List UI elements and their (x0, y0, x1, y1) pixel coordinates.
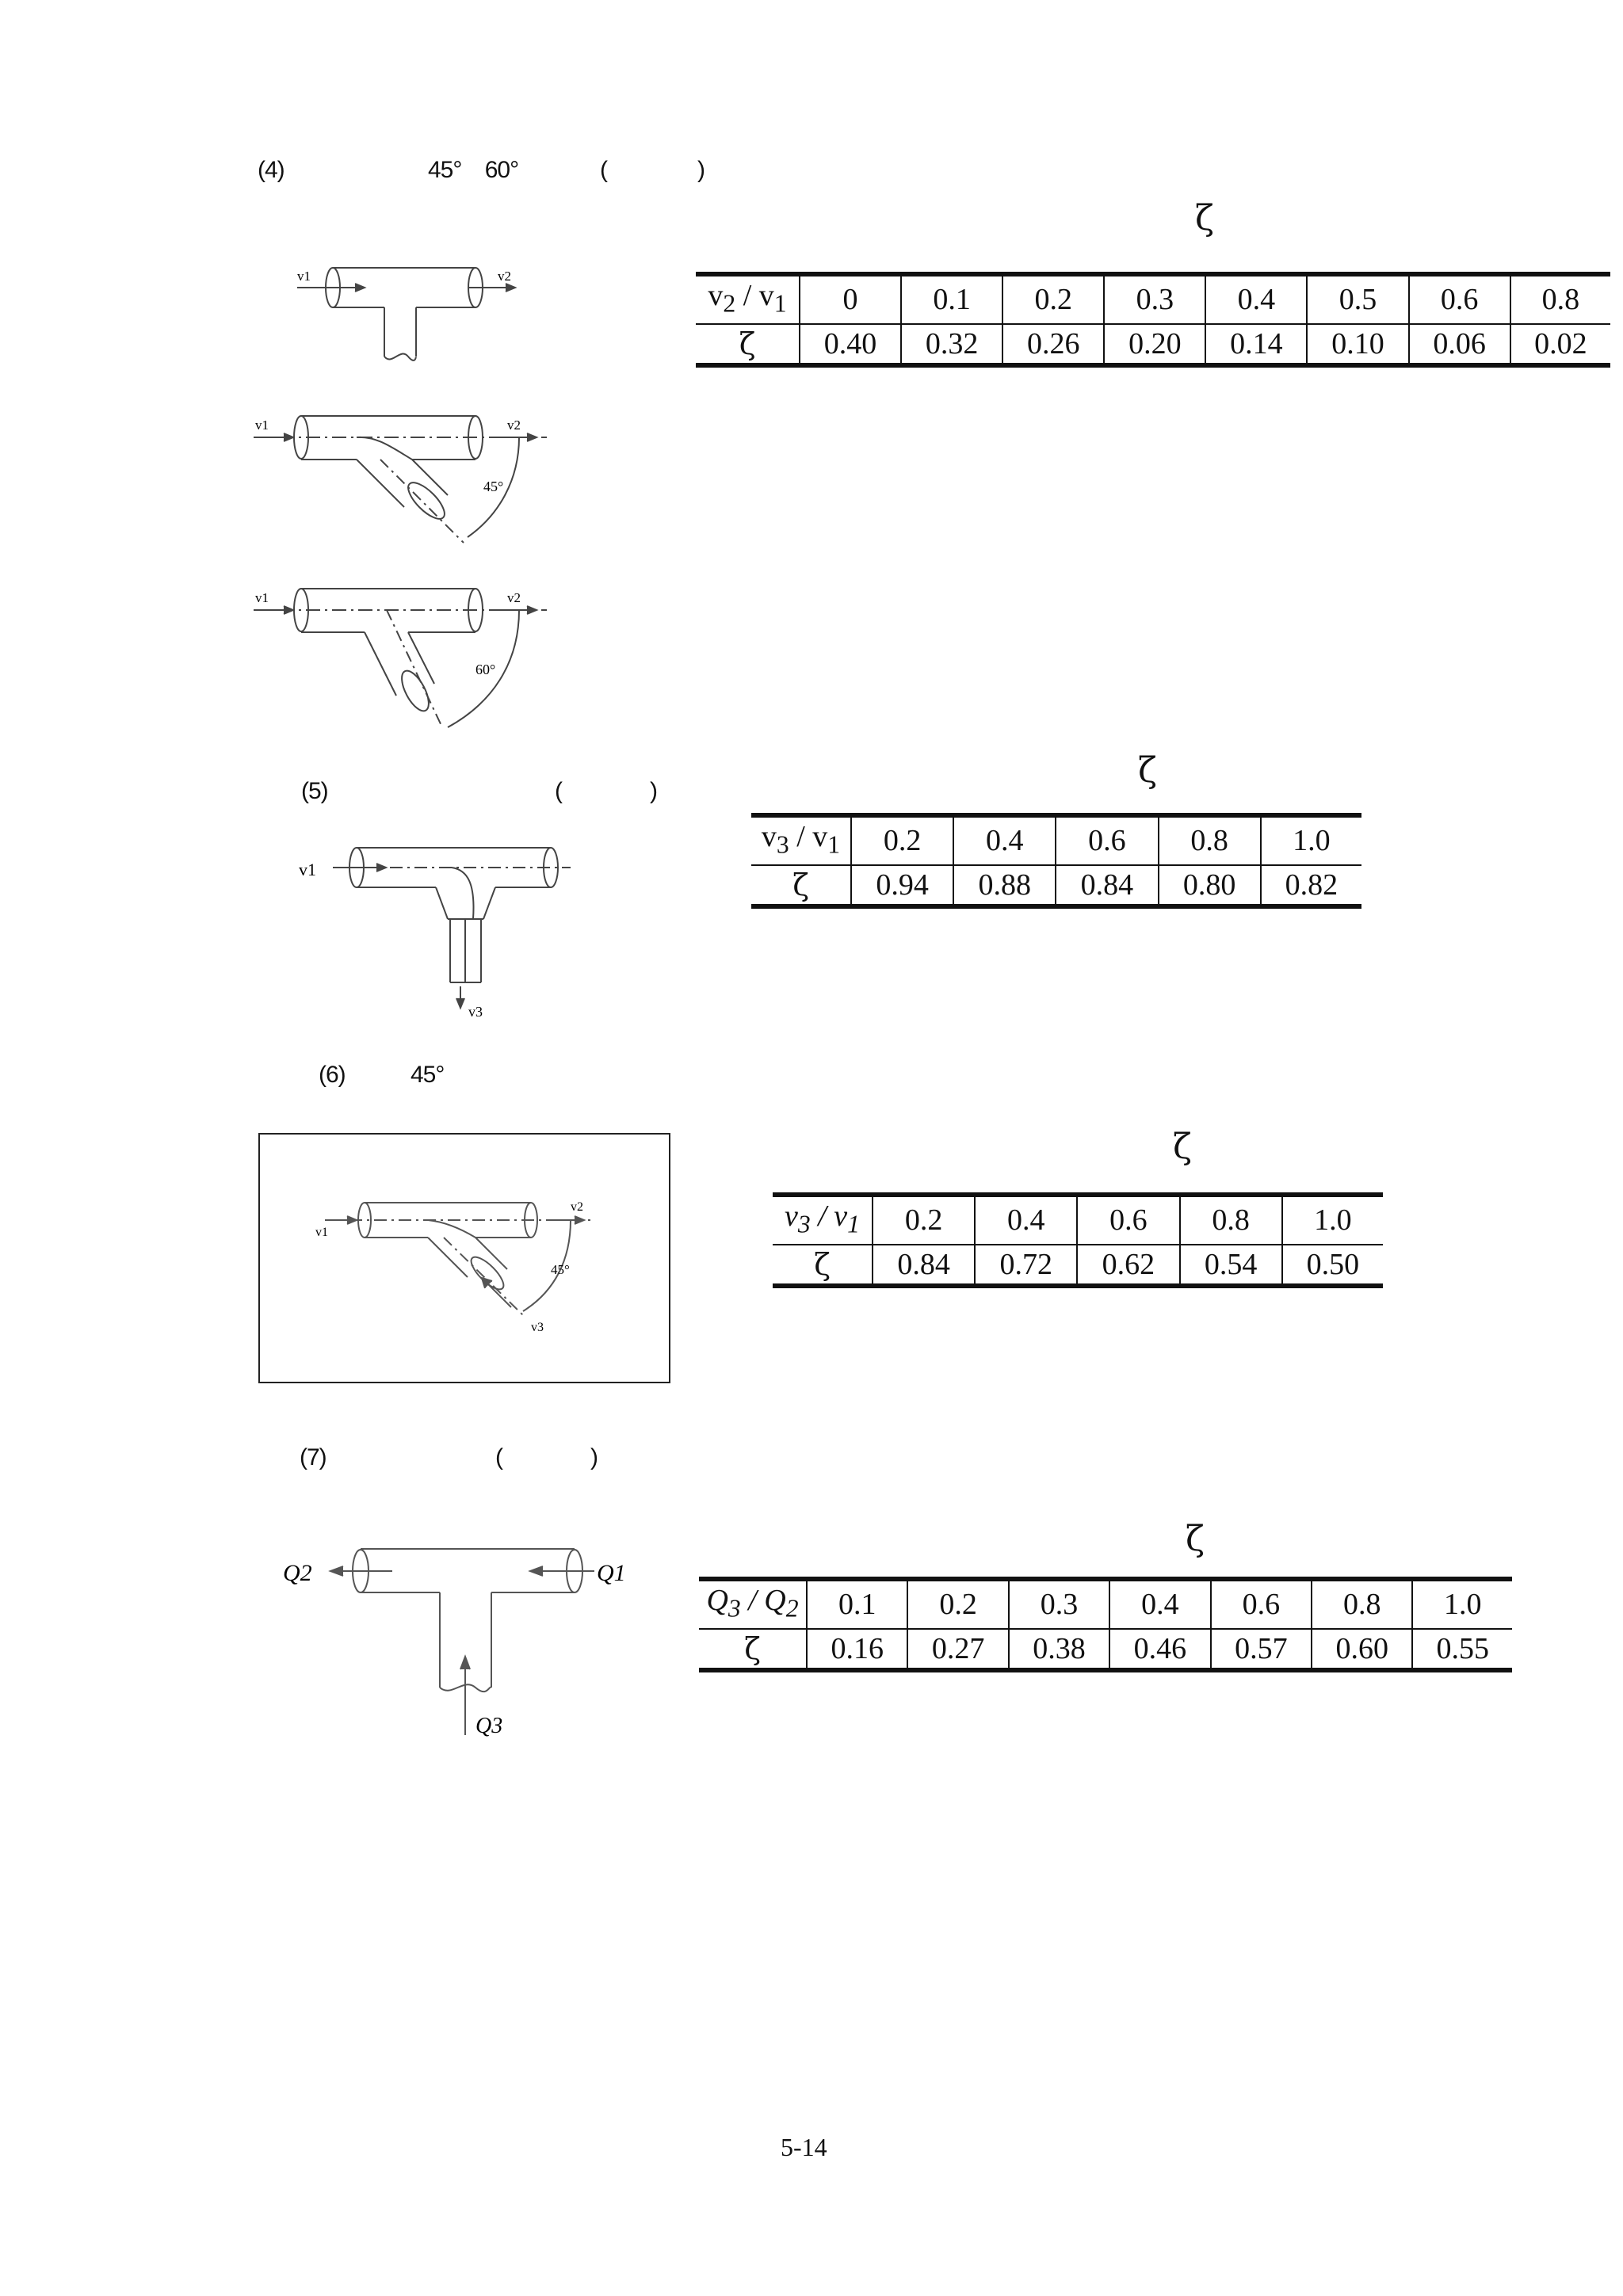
section-5-paren-open: ( (555, 778, 562, 804)
table-cell: 0.80 (1159, 865, 1261, 906)
table-cell: 0 (800, 274, 901, 324)
table-row (773, 1195, 1383, 1245)
section-6-angle: 45° (411, 1062, 445, 1088)
table-cell: 0.4 (953, 815, 1056, 865)
table-row (696, 324, 1610, 365)
section-6-label: (6) (319, 1062, 346, 1088)
figure-4b-v1-label: v1 (255, 418, 269, 433)
section-4-paren-open: ( (600, 157, 607, 183)
figure-4c-v1-label: v1 (255, 590, 269, 605)
table-cell: 0.20 (1104, 324, 1205, 365)
table-cell: 0.6 (1409, 274, 1510, 324)
figure-7-q1-label: Q1 (597, 1560, 626, 1586)
table-cell: 0.2 (907, 1579, 1008, 1629)
figure-4b-angle-label: 45° (483, 479, 504, 494)
figure-7-q2-label: Q2 (283, 1560, 312, 1586)
table-cell: 0.26 (1002, 324, 1104, 365)
table-7 (699, 1577, 1512, 1672)
table-cell: 0.57 (1211, 1629, 1312, 1670)
page-number: 5-14 (781, 2133, 827, 2161)
table-7-header-ratio: $Q_3 / Q_2$ (706, 1584, 799, 1623)
figure-5-v1-label: v1 (299, 860, 316, 879)
figure-7-q3-label: Q3 (475, 1714, 503, 1738)
table-cell: 0.94 (851, 865, 953, 906)
table-4-header-ratio: $v_2 / v_1$ (708, 279, 787, 318)
table-cell: 0.2 (873, 1195, 975, 1245)
table-row (696, 274, 1610, 324)
table-cell: 0.72 (975, 1245, 1077, 1286)
figure-6-v3-label: v3 (531, 1321, 544, 1334)
tee-figure-60-branch (246, 577, 563, 735)
table-cell: 0.10 (1307, 324, 1408, 365)
table-cell: 0.54 (1180, 1245, 1282, 1286)
table-cell: 0.27 (907, 1629, 1008, 1670)
table-4-zeta-title: ζ (1195, 198, 1214, 238)
table-row (699, 1629, 1512, 1670)
table-cell: 0.3 (1104, 274, 1205, 324)
tee-figure-45-branch (246, 404, 563, 547)
figure-6-v2-label: v2 (571, 1200, 583, 1214)
table-cell: 0.4 (1205, 274, 1307, 324)
table-cell: 0.46 (1109, 1629, 1210, 1670)
section-7-paren-open: ( (495, 1444, 502, 1470)
table-cell: 0.5 (1307, 274, 1408, 324)
table-cell: 0.6 (1077, 1195, 1179, 1245)
table-7-zeta-head: ζ (699, 1629, 807, 1670)
table-cell: 0.8 (1312, 1579, 1412, 1629)
section-5-label: (5) (301, 778, 328, 804)
table-cell: 0.8 (1510, 274, 1610, 324)
table-cell: 0.62 (1077, 1245, 1179, 1286)
table-cell: 0.50 (1282, 1245, 1383, 1286)
reducing-tee-figure (297, 840, 590, 1022)
table-cell: 0.8 (1159, 815, 1261, 865)
table-cell: 0.6 (1056, 815, 1158, 865)
figure-6-angle-label: 45° (551, 1262, 570, 1277)
table-row (751, 865, 1361, 906)
table-cell: 0.82 (1261, 865, 1361, 906)
section-4-label: (4) (258, 157, 285, 183)
figure-6-v1-label: v1 (315, 1226, 328, 1239)
table-row (751, 815, 1361, 865)
table-cell: 0.1 (901, 274, 1002, 324)
table-cell: 0.60 (1312, 1629, 1412, 1670)
table-cell: 1.0 (1282, 1195, 1383, 1245)
table-5-zeta-head: ζ (751, 865, 851, 906)
table-4 (696, 272, 1610, 368)
section-4-paren-close: ) (697, 157, 705, 183)
table-cell: 0.4 (975, 1195, 1077, 1245)
table-cell: 0.16 (807, 1629, 907, 1670)
table-6-zeta-title: ζ (1173, 1127, 1192, 1167)
table-6-zeta-head: ζ (773, 1245, 873, 1286)
tee-figure-straight (285, 261, 539, 372)
table-cell: 0.38 (1009, 1629, 1109, 1670)
table-cell: 0.1 (807, 1579, 907, 1629)
section-5-paren-close: ) (650, 778, 657, 804)
merging-tee-figure (281, 1541, 646, 1747)
table-cell: 1.0 (1261, 815, 1361, 865)
table-cell: 0.6 (1211, 1579, 1312, 1629)
table-cell: 0.84 (873, 1245, 975, 1286)
table-cell: 0.2 (1002, 274, 1104, 324)
section-7-paren-close: ) (590, 1444, 598, 1470)
section-7-label: (7) (300, 1444, 327, 1470)
figure-4b-v2-label: v2 (507, 418, 521, 433)
table-cell: 0.40 (800, 324, 901, 365)
table-cell: 0.4 (1109, 1579, 1210, 1629)
table-4-zeta-head: ζ (696, 324, 800, 365)
table-cell: 0.02 (1510, 324, 1610, 365)
figure-4a-v2-label: v2 (498, 269, 511, 284)
figure-5-v3-label: v3 (468, 1004, 483, 1020)
table-cell: 0.8 (1180, 1195, 1282, 1245)
figure-4c-angle-label: 60° (475, 662, 496, 677)
table-row (699, 1579, 1512, 1629)
table-cell: 0.2 (851, 815, 953, 865)
table-cell: 0.32 (901, 324, 1002, 365)
table-row (773, 1245, 1383, 1286)
table-6-header-ratio: $v_3 / v_1$ (785, 1199, 860, 1238)
table-cell: 1.0 (1412, 1579, 1512, 1629)
table-7-zeta-title: ζ (1186, 1519, 1205, 1559)
table-cell: 0.3 (1009, 1579, 1109, 1629)
table-cell: 0.55 (1412, 1629, 1512, 1670)
table-5-header-ratio: $v_3 / v_1$ (761, 820, 841, 859)
section-4-angles: 45° 60° (428, 157, 519, 183)
table-5-zeta-title: ζ (1138, 750, 1157, 791)
table-cell: 0.14 (1205, 324, 1307, 365)
table-6 (773, 1192, 1383, 1288)
combining-tee-45-figure (309, 1188, 642, 1347)
table-cell: 0.06 (1409, 324, 1510, 365)
figure-4a-v1-label: v1 (297, 269, 311, 284)
table-5 (751, 813, 1361, 909)
table-cell: 0.84 (1056, 865, 1158, 906)
table-cell: 0.88 (953, 865, 1056, 906)
figure-4c-v2-label: v2 (507, 590, 521, 605)
